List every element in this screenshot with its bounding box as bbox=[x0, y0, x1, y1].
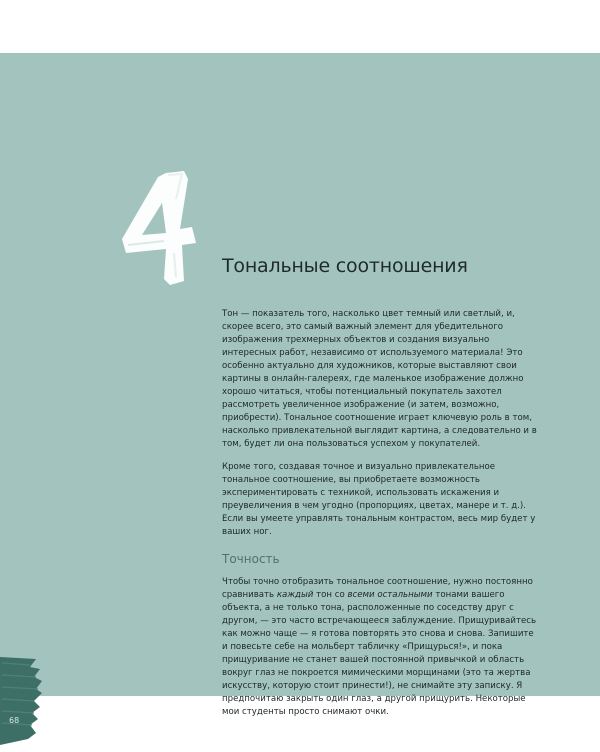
paragraph-3 bbox=[222, 576, 538, 719]
chapter-number-graphic bbox=[118, 169, 228, 289]
brush-stroke-decoration bbox=[0, 657, 44, 747]
chapter-number-text: 4 bbox=[118, 169, 119, 170]
chapter-title: Тональные соотношения bbox=[222, 255, 468, 277]
paragraph-3-part-b: тон со bbox=[313, 590, 348, 600]
emphasis-each: каждый bbox=[276, 590, 314, 600]
paragraph-3-part-a: Чтобы точно отобразить тональное соотношение, нужно постоянно сравнивать bbox=[222, 577, 533, 600]
brush-stroke-icon bbox=[0, 657, 44, 747]
paragraph-2: Кроме того, создавая точное и визуально привлекательное тональное соотношение, вы приобретаете возможность экспериментировать с техникой, использовать искажения и преувеличения в чем угодно (пропорциях, цветах, манере и т. д.). Если вы умеете управлять тональным контрастом, весь мир будет у ваших ног. bbox=[222, 462, 536, 537]
book-page bbox=[0, 53, 600, 725]
section-title: Точность bbox=[222, 552, 280, 566]
paragraph-1: Тон — показатель того, насколько цвет темный или светлый, и, скорее всего, это самый важный элемент для убедительного изображения трехмерных объектов и создания визуально интересных работ, независимо от используемого материала! Это особенно актуально для художников, которые выставляют свои картины в онлайн-галереях, где маленькое изображение должно хорошо читаться, чтобы потенциальный покупатель захотел рассмотреть увеличенное изображение (и затем, возможно, приобрести). Тональное соотношение играет ключевую роль в том, насколько привлекательной выглядит картина, а следовательно и в том, будет ли она пользоваться успехом у покупателей. bbox=[222, 309, 537, 449]
body-text bbox=[222, 308, 538, 729]
painted-four-icon bbox=[118, 169, 228, 289]
page-number: 68 bbox=[9, 716, 20, 725]
emphasis-all-others: всеми остальными bbox=[347, 590, 433, 600]
paragraph-3-part-c: тонами вашего объекта, а не только тона, расположенные по соседству друг с другом, — это часто встречающееся заблуждение. Прищуривайтесь как можно чаще — я готова повторять это снова и снова. Запишите и повесьте себе на мольберт табличку «Прищурься!», и пока прищуривание не станет вашей постоянной привычкой и область вокруг глаз не покроется мимическими морщинами (это та жертва искусству, которую стоит принести!), не снимайте эту записку. Я предпочитаю закрыть один глаз, а другой прищурить. Некоторые мои студенты просто снимают очки. bbox=[222, 590, 537, 717]
